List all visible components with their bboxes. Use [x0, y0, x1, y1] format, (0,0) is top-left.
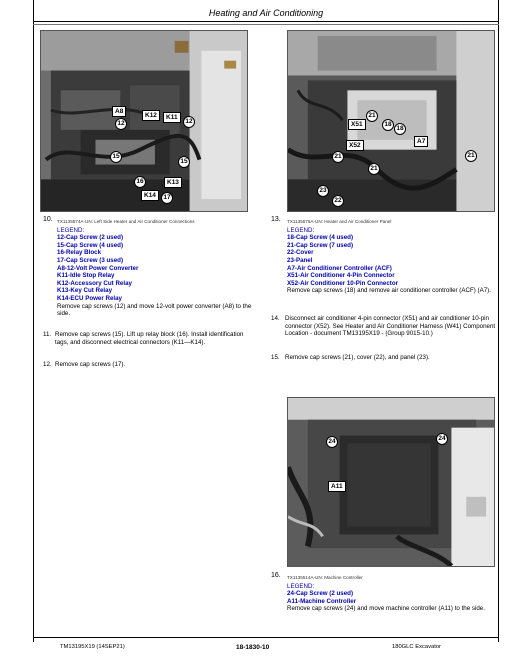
step-16-number: 16.: [271, 572, 281, 579]
callout-18-right: 18: [394, 123, 406, 135]
legend-item: 22-Cover: [287, 249, 314, 257]
callout-15-left: 15: [110, 151, 122, 163]
legend-item: X51-Air Conditioner 4-Pin Connector: [287, 272, 395, 280]
callout-x52: X52: [346, 140, 364, 151]
callout-21-center: 21: [368, 163, 380, 175]
page-header-title: Heating and Air Conditioning: [208, 8, 324, 18]
legend-item: 17-Cap Screw (3 used): [57, 256, 124, 264]
step-14-number: 14.: [271, 315, 280, 322]
figure-16-photo: [287, 397, 495, 567]
footer-page-number: 18-1830-10: [236, 644, 270, 651]
callout-21-left: 21: [332, 151, 344, 163]
legend-item: 18-Cap Screw (4 used): [287, 234, 354, 242]
callout-24-right: 24: [436, 433, 448, 445]
legend-item: A11-Machine Controller: [287, 597, 357, 605]
callout-12-right: 12: [183, 116, 195, 128]
callout-a11: A11: [328, 481, 346, 492]
step-11-text: Remove cap screws (15). Lift up relay block (16). Install identification tags, and disconnect electrical connectors (K11—K14).: [55, 331, 244, 346]
callout-18-left: 18: [382, 119, 394, 131]
legend-item: 15-Cap Screw (4 used): [57, 241, 124, 249]
callout-k12: K12: [142, 110, 160, 121]
legend-item: A8-12-Volt Power Converter: [57, 264, 139, 272]
callout-k13: K13: [164, 177, 182, 188]
callout-24-left: 24: [326, 436, 338, 448]
footer-machine-model: 180GLC Excavator: [392, 644, 441, 650]
step-15-number: 15.: [271, 354, 280, 361]
step-16-figure-caption: TX1135514A-UN: Machine Controller: [287, 575, 363, 580]
legend-item: K14-ECU Power Relay: [57, 294, 122, 302]
step-10-legend-title: LEGEND:: [57, 226, 85, 234]
step-16-text: Remove cap screws (24) and move machine controller (A11) to the side.: [287, 605, 485, 613]
legend-item: 16-Relay Block: [57, 249, 102, 257]
footer-rule: [33, 637, 499, 638]
callout-12-left: 12: [115, 118, 127, 130]
header-rule: [33, 21, 499, 22]
legend-item: X52-Air Conditioner 10-Pin Connector: [287, 279, 399, 287]
callout-a8: A8: [112, 106, 126, 117]
footer-document-id: TM13195X19 (14SEP21): [60, 644, 125, 650]
figure-16-illustration: [288, 398, 494, 566]
step-13-block: [287, 218, 497, 295]
callout-16: 16: [134, 176, 146, 188]
step-16-block: [287, 574, 497, 613]
legend-item: K12-Accessory Cut Relay: [57, 279, 132, 287]
step-13-legend-title: LEGEND:: [287, 226, 315, 234]
callout-17: 17: [161, 192, 173, 204]
callout-x51: X51: [348, 119, 366, 130]
step-10-text: Remove cap screws (12) and move 12-volt power converter (A8) to the side.: [57, 302, 252, 318]
callout-a7: A7: [414, 136, 428, 147]
legend-item: A7-Air Conditioner Controller (ACF): [287, 264, 392, 272]
step-13-figure-caption: TX1135575A-UN: Heater and Air Conditioner Panel: [287, 219, 392, 224]
legend-item: 21-Cap Screw (7 used): [287, 241, 354, 249]
legend-item: K11-Idle Stop Relay: [57, 272, 115, 280]
step-10-block: [57, 218, 252, 318]
callout-22: 22: [332, 195, 344, 207]
step-15-text: Remove cap screws (21), cover (22), and panel (23).: [285, 354, 430, 361]
legend-item: 23-Panel: [287, 256, 313, 264]
step-13-number: 13.: [271, 216, 281, 223]
callout-15-right: 15: [178, 156, 190, 168]
callout-k11: K11: [163, 112, 181, 123]
callout-21-right: 21: [465, 150, 477, 162]
legend-item: 12-Cap Screw (2 used): [57, 234, 124, 242]
callout-k14: K14: [141, 190, 159, 201]
step-11-number: 11.: [43, 331, 52, 338]
step-16-legend-title: LEGEND:: [287, 582, 315, 590]
step-10-figure-caption: TX1135574A-UN: Left Side Heater and Air Conditioner Connections: [57, 219, 195, 224]
step-10-number: 10.: [43, 216, 53, 223]
callout-23: 23: [317, 185, 329, 197]
legend-item: 24-Cap Screw (2 used): [287, 590, 354, 598]
step-12-text: Remove cap screws (17).: [55, 361, 126, 368]
callout-21-top: 21: [366, 110, 378, 122]
step-13-text: Remove cap screws (18) and remove air conditioner controller (ACF) (A7).: [287, 287, 491, 295]
step-12-number: 12.: [43, 361, 52, 368]
step-14-text: Disconnect air conditioner 4-pin connector (X51) and air conditioner 10-pin connector (X52). See Heater and Air Conditioner Harness (W41) Component Location - document TM13195X19 - (Group 9015-10.): [285, 315, 496, 338]
legend-item: K13-Key Cut Relay: [57, 287, 113, 295]
